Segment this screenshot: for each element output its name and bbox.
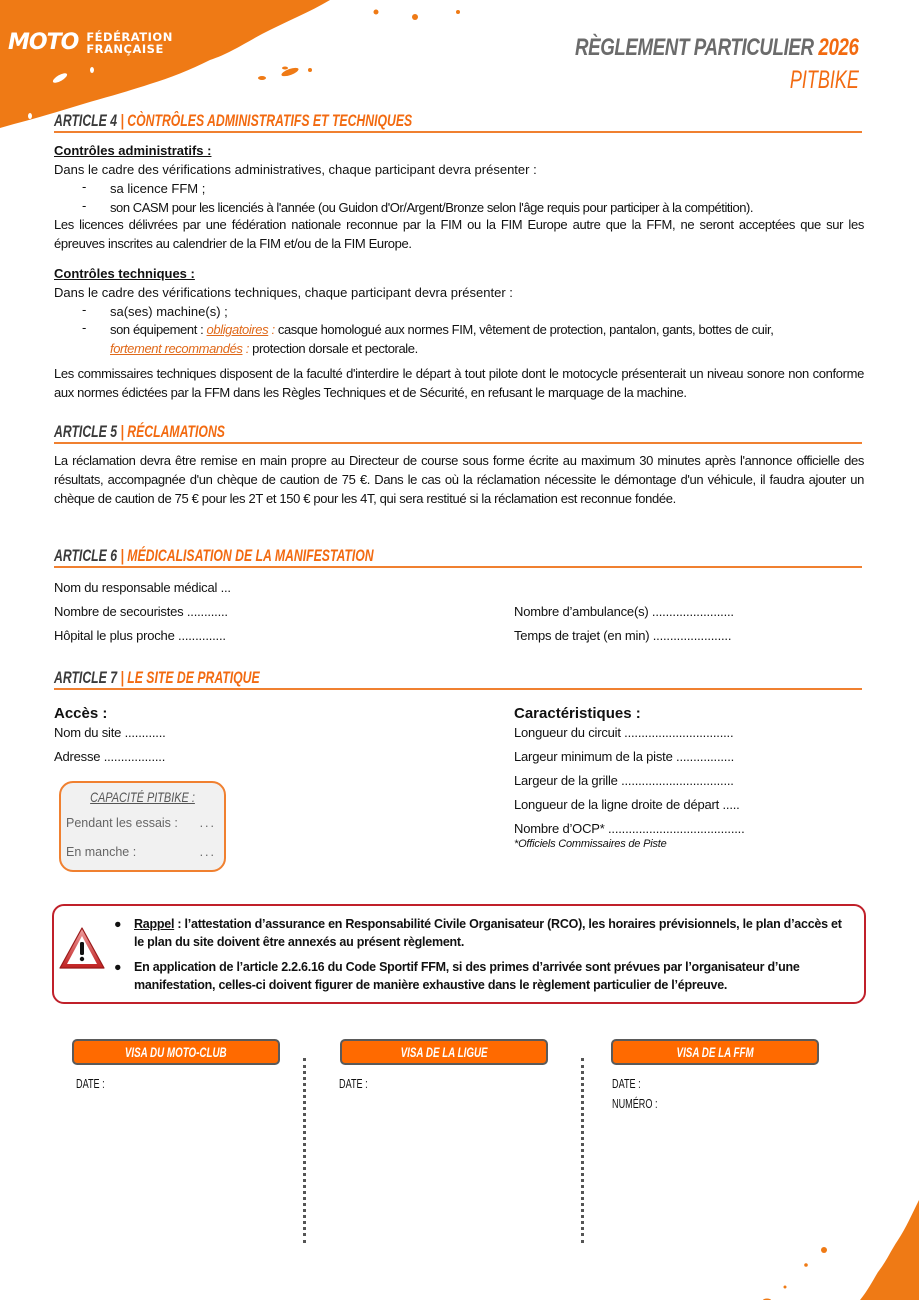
- reminder-alert-box: [52, 904, 866, 1004]
- prizes-text: En application de l’article 2.2.6.16 du Code Sportif FFM, si des primes d’arrivée sont prévues par l’organisateur d’une manifestation, celles-ci doivent figurer de manière exhaustive dans le règlement particulier de l’épreuve.: [134, 960, 800, 992]
- article-title: | CÒNTRÔLES ADMINISTRATIFS ET TECHNIQUES: [120, 111, 413, 130]
- article-6-heading: [54, 546, 862, 568]
- alert-item-rco: [114, 915, 854, 951]
- ocp-count-field[interactable]: Nombre d’OCP* ........................................: [514, 821, 745, 836]
- site-name-field[interactable]: Nom du site ............: [54, 725, 166, 740]
- medical-lead-field[interactable]: Nom du responsable médical ...: [54, 580, 231, 595]
- visa-moto-club-label: [72, 1039, 280, 1065]
- moto-club-date-field[interactable]: DATE :: [76, 1076, 105, 1091]
- visa-label-text: VISA DE LA FFM: [676, 1044, 754, 1060]
- admin-item-casm: son CASM pour les licenciés à l'année (ou Guidon d'Or/Argent/Bronze selon l'âge requis pour participer à la compétition).: [110, 200, 754, 215]
- claims-text: La réclamation devra être remise en main propre au Directeur de course sous forme écrite au maximum 30 minutes après l'annonce officielle des résultats, accompagnée d'un chèque de caution de 75 €. Dans le cas où la réclamation nécessite le démontage d'un véhicule, il faudra ajouter un chèque de caution de 75 € pour les 2T et 150 € pour les 4T, qui sera restitué si la réclamation est reconnue fondée.: [54, 453, 864, 506]
- document-year: 2026: [818, 34, 859, 61]
- logo-line1: FÉDÉRATION: [86, 29, 173, 44]
- article-number: ARTICLE 4: [54, 111, 118, 130]
- article-title: | RÉCLAMATIONS: [120, 422, 225, 441]
- article-4-heading: [54, 111, 862, 133]
- circuit-length-field[interactable]: Longueur du circuit ................................: [514, 725, 734, 740]
- equipment-prefix: son équipement :: [110, 322, 207, 337]
- visa-label-text: VISA DE LA LIGUE: [400, 1044, 488, 1060]
- track-min-width-field[interactable]: Largeur minimum de la piste .................: [514, 749, 735, 764]
- first-aiders-field[interactable]: Nombre de secouristes ............: [54, 604, 228, 619]
- address-field[interactable]: Adresse ..................: [54, 749, 166, 764]
- start-straight-length-field[interactable]: Longueur de la ligne droite de départ .....: [514, 797, 740, 812]
- signature-divider: [303, 1058, 306, 1243]
- capacity-title: CAPACITÉ PITBIKE :: [90, 789, 195, 805]
- travel-time-field[interactable]: Temps de trajet (en min) .......................: [514, 628, 732, 643]
- visa-ligue-label: [340, 1039, 548, 1065]
- admin-controls-heading: Contrôles administratifs :: [54, 143, 212, 158]
- rappel-label: Rappel: [134, 917, 175, 931]
- alert-item-prizes: [114, 958, 854, 994]
- article-7-heading: [54, 668, 862, 690]
- list-dash: -: [82, 198, 87, 213]
- ffm-number-field[interactable]: NUMÉRO :: [612, 1096, 658, 1111]
- bullet: ●: [114, 960, 122, 974]
- ocp-footnote: *Officiels Commissaires de Piste: [514, 838, 667, 850]
- pitbike-capacity-box: [59, 781, 226, 872]
- tech-controls-note: Les commissaires techniques disposent de la faculté d'interdire le départ à tout pilote dont le motocycle présenterait un niveau sonore non conforme aux normes édictées par la FFM dans les Règles Techniques et de Sécurité, en refusant le marquage de la machine.: [54, 366, 864, 400]
- document-title: [575, 34, 859, 62]
- recommended-label: fortement recommandés: [110, 341, 243, 356]
- grid-width-field[interactable]: Largeur de la grille .................................: [514, 773, 734, 788]
- signature-divider: [581, 1058, 584, 1243]
- warning-triangle-icon: [58, 926, 106, 970]
- capacity-race-value[interactable]: ...: [199, 845, 216, 859]
- list-dash: -: [82, 302, 87, 317]
- footer-splash-graphic: [760, 1200, 919, 1300]
- article-number: ARTICLE 5: [54, 422, 118, 441]
- tech-controls-heading: Contrôles techniques :: [54, 266, 195, 281]
- article-title: | LE SITE DE PRATIQUE: [120, 668, 260, 687]
- characteristics-heading: Caractéristiques :: [514, 705, 641, 722]
- hospital-field[interactable]: Hôpital le plus proche ..............: [54, 628, 226, 643]
- rappel-text: : l’attestation d’assurance en Responsabilité Civile Organisateur (RCO), les horaires prévisionnels, le plan d’accès et le plan du site doivent être annexés au présent règlement.: [134, 917, 842, 949]
- logo-mark: MOTO: [8, 30, 79, 55]
- mandatory-text: casque homologué aux normes FIM, vêtement de protection, pantalon, gants, bottes de cuir,: [277, 322, 774, 337]
- document-subtitle: PITBIKE: [789, 66, 859, 94]
- visa-label-text: VISA DU MOTO-CLUB: [125, 1044, 227, 1060]
- article-number: ARTICLE 7: [54, 668, 118, 687]
- logo-text: [86, 31, 173, 55]
- list-dash: -: [82, 320, 87, 335]
- visa-ffm-label: [611, 1039, 819, 1065]
- capacity-race-label: En manche :: [66, 845, 137, 859]
- ffm-date-field[interactable]: DATE :: [612, 1076, 641, 1091]
- ambulances-field[interactable]: Nombre d’ambulance(s) ........................: [514, 604, 734, 619]
- tech-item-machine: sa(ses) machine(s) ;: [110, 304, 228, 319]
- capacity-practice-value[interactable]: ...: [199, 816, 216, 830]
- mandatory-label: obligatoires: [206, 322, 269, 337]
- document-title-text: RÈGLEMENT PARTICULIER: [575, 34, 815, 61]
- admin-controls-note: Les licences délivrées par une fédération nationale reconnue par la FIM ou la FIM Europe autre que la FFM, ne seront acceptées que sur les épreuves inscrites au calendrier de la FIM et/ou de la FIM Europe.: [54, 217, 864, 251]
- article-5-heading: [54, 422, 862, 444]
- ffm-logo: [8, 30, 173, 55]
- list-dash: -: [82, 179, 87, 194]
- article-title: | MÉDICALISATION DE LA MANIFESTATION: [120, 546, 374, 565]
- ligue-date-field[interactable]: DATE :: [339, 1076, 368, 1091]
- logo-line2: FRANÇAISE: [86, 41, 164, 56]
- bullet: ●: [114, 917, 122, 931]
- colon: :: [242, 341, 253, 356]
- admin-item-license: sa licence FFM ;: [110, 181, 206, 196]
- recommended-text: protection dorsale et pectorale.: [252, 341, 418, 356]
- admin-controls-intro: Dans le cadre des vérifications administratives, chaque participant devra présenter :: [54, 162, 537, 177]
- colon: :: [268, 322, 278, 337]
- access-heading: Accès :: [54, 705, 108, 722]
- tech-controls-intro: Dans le cadre des vérifications techniques, chaque participant devra présenter :: [54, 285, 513, 300]
- capacity-practice-label: Pendant les essais :: [66, 816, 178, 830]
- article-number: ARTICLE 6: [54, 546, 118, 565]
- tech-item-equipment: [110, 320, 870, 358]
